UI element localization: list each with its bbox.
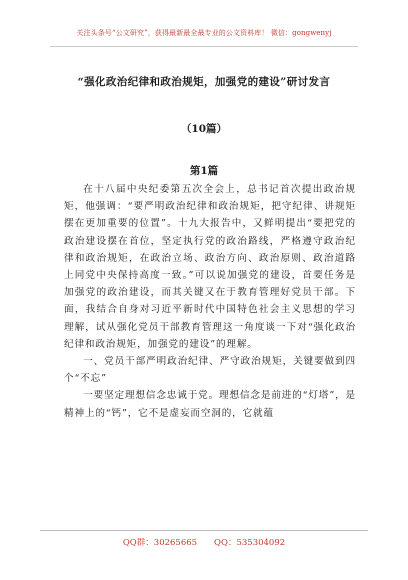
document-count: （10篇） [180,123,228,135]
header-banner [50,24,358,47]
body-paragraph: 一、党员干部严明政治纪律、严守政治规矩，关键要做到四个“不忘” [64,356,356,385]
document-body [64,181,356,521]
footer-contact: QQ群：30265665 QQ：535304092 [122,538,286,548]
section-title: 第1篇 [189,165,219,177]
header-banner-text: 关注头条号“公文研究”，获得最新最全最专业的公文资料库！ 微信：gongwenyj [76,29,332,37]
document-title: “强化政治纪律和政治规矩，加强党的建设”研讨发言 [77,76,331,88]
body-paragraph: 一要坚定理想信念忠诚于党。理想信念是前进的“灯塔”，是精神上的“钙”，它不是虚妄而空洞的，它就蕴 [64,390,356,419]
footer-bar [40,530,368,553]
body-paragraph: 在十八届中央纪委第五次全会上，总书记首次提出政治规矩，他强调：“要严明政治纪律和政治规矩，把守纪律、讲规矩摆在更加重要的位置”。十九大报告中，又鲜明提出“要把党的政治建设摆在首位，坚定执行党的政治路线，严格遵守政治纪律和政治规矩，在政治立场、政治方向、政治原则、政治道路上同党中央保持高度一致。”可以说加强党的建设，首要任务是加强党的政治建设，而其关键又在于教育管理好党员干部。下面，我结合自身对习近平新时代中国特色社会主义思想的学习理解，试从强化党员干部教育管理这一角度谈一下对“强化政治纪律和政治规矩，加强党的建设”的理解。 [64,184,356,350]
